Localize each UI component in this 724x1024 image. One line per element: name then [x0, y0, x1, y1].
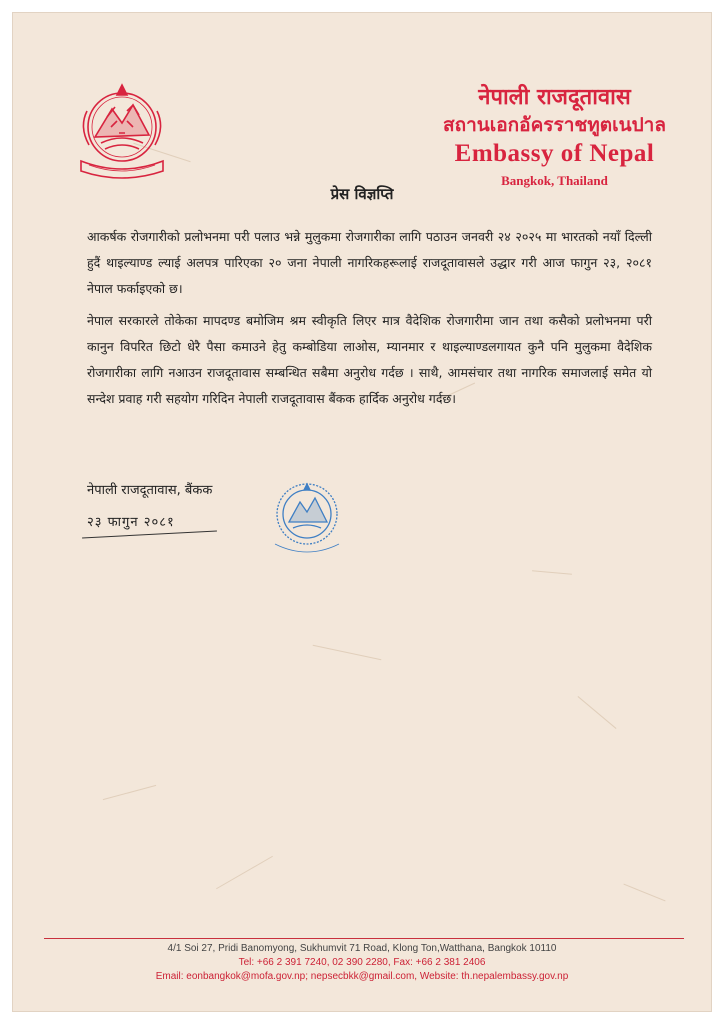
footer-contact: Email: eonbangkok@mofa.gov.np; nepsecbkk@gmail.com, Website: th.nepalembassy.gov.np	[155, 971, 569, 982]
nepal-coat-of-arms-icon	[67, 77, 177, 187]
signature-office: नेपाली राजदूतावास, बैंकक	[87, 483, 213, 498]
embassy-seal-stamp-icon	[257, 474, 357, 584]
embassy-city: Bangkok, Thailand	[501, 173, 608, 188]
footer-address: 4/1 Soi 27, Pridi Banomyong, Sukhumvit 71 Road, Klong Ton,Watthana, Bangkok 10110	[167, 943, 557, 954]
embassy-name-thai: สถานเอกอัครราชทูตเนปาล	[443, 114, 666, 136]
letter-page	[12, 12, 712, 1012]
embassy-name-nepali: नेपाली राजदूतावास	[478, 85, 631, 110]
embassy-name-english: Embassy of Nepal	[454, 140, 655, 167]
signature-date: २३ फागुन २०८१	[87, 515, 175, 530]
body-paragraph-2: नेपाल सरकारले तोकेका मापदण्ड बमोजिम श्रम स्वीकृति लिएर मात्र वैदेशिक रोजगारीमा जान तथा कसैको प्रलोभनमा परी कानुन विपरित छिटो धेरै पैसा कमाउने हेतु कम्बोडिया लाओस, म्यानमार र थाइल्याण्डलगायत कुनै पनि मुलुकमा वैदेशिक रोजगारीका लागि नआउन राजदूतावास सम्बन्धित सबैमा अनुरोध गर्दछ । साथै, आमसंचार तथा नागरिक समाजलाई समेत यो सन्देश प्रवाह गरी सहयोग गरिदिन नेपाली राजदूतावास बैंकक हार्दिक अनुरोध गर्दछ।	[87, 313, 652, 406]
footer-divider	[44, 938, 684, 939]
body-paragraph-1: आकर्षक रोजगारीको प्रलोभनमा परी पलाउ भन्ने मुलुकमा रोजगारीका लागि पठाउन जनवरी २४ २०२५ मा भारतको नयाँ दिल्ली हुदैं थाइल्याण्ड ल्याई अलपत्र पारिएका २० जना नेपाली नागरिकहरूलाई राजदूतावासले उद्धार गरी आज फागुन २३, २०८१ नेपाल फर्काइएको छ।	[87, 229, 652, 296]
document-heading: प्रेस विज्ञप्ति	[330, 185, 394, 203]
date-underline	[82, 530, 217, 538]
footer-phone: Tel: +66 2 391 7240, 02 390 2280, Fax: +66 2 381 2406	[238, 957, 486, 968]
letterhead	[422, 84, 687, 190]
